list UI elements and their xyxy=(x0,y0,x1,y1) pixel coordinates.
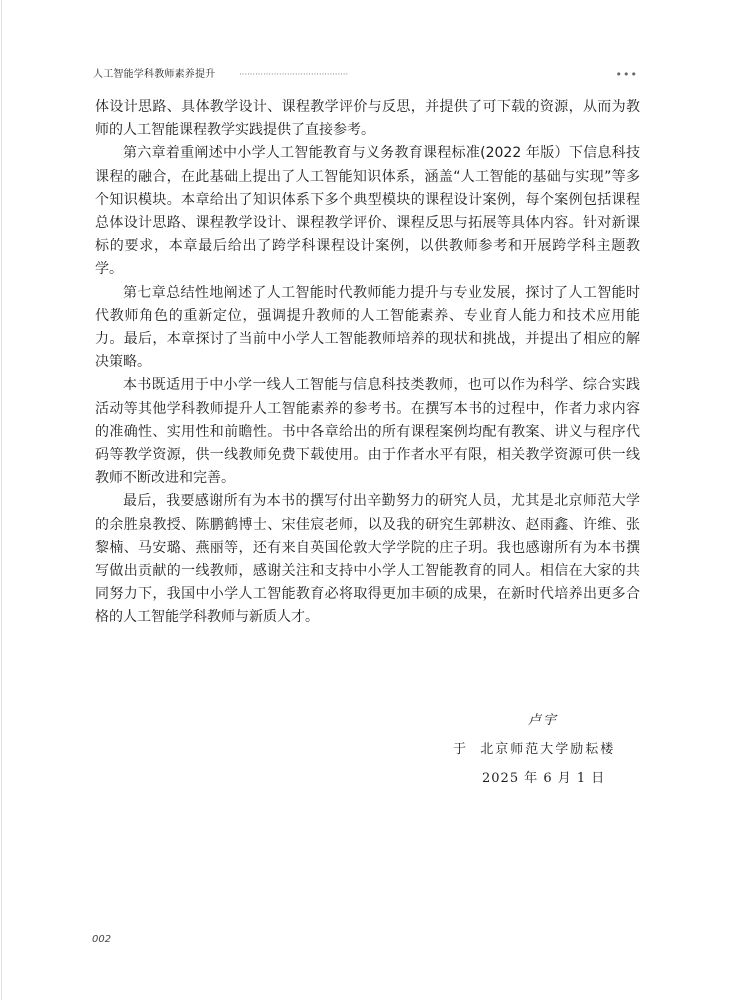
page-edge-rule xyxy=(1,0,2,1000)
paragraph-continuation: 体设计思路、具体教学设计、课程教学评价与反思，并提供了可下载的资源，从而为教师的人工智能课程教学实践提供了直接参考。 xyxy=(95,99,640,139)
paragraph-acknowledgements: 最后，我要感谢所有为本书的撰写付出辛勤努力的研究人员，尤其是北京师范大学的余胜泉教授、陈鹏鹤博士、宋佳宸老师，以及我的研究生郭耕汝、赵雨鑫、许维、张黎楠、马安璐、燕丽等，还有来自英国伦敦大学学院的庄子玥。我也感谢所有为本书撰写做出贡献的一线教师，感谢关注和支持中小学人工智能教育的同人。相信在大家的共同努力下，我国中小学人工智能教育必将取得更加丰硕的成果，在新时代培养出更多合格的人工智能学科教师与新质人才。 xyxy=(95,493,640,626)
signature-date: 2025 年 6 月 1 日 xyxy=(482,771,606,786)
more-options-icon[interactable]: ••• xyxy=(615,68,638,81)
paragraph-chapter-six: 第六章着重阐述中小学人工智能教育与义务教育课程标准(2022 年版）下信息科技课程的融合，在此基础上提出了人工智能知识体系，涵盖“人工智能的基础与实现”等多个知识模块。本章给出了知识体系下多个典型模块的课程设计案例，每个案例包括课程总体设计思路、课程教学设计、课程教学评价、课程反思与拓展等具体内容。针对新课标的要求，本章最后给出了跨学科课程设计案例，以供教师参考和开展跨学科主题教学。 xyxy=(95,145,640,278)
page-number: 002 xyxy=(92,934,112,945)
paragraph-chapter-seven: 第七章总结性地阐述了人工智能时代教师能力提升与专业发展，探讨了人工智能时代教师角色的重新定位，强调提升教师的人工智能素养、专业育人能力和技术应用能力。最后，本章探讨了当前中小学人工智能教师培养的现状和挑战，并提出了相应的解决策略。 xyxy=(95,284,640,371)
header-leader-dots: ········································· xyxy=(239,70,349,80)
running-header-title: 人工智能学科教师素养提升 xyxy=(93,69,216,80)
body-text xyxy=(95,96,640,630)
signature-place: 于 北京师范大学励耘楼 xyxy=(453,742,616,757)
paragraph-audience: 本书既适用于中小学一线人工智能与信息科技类教师，也可以作为科学、综合实践活动等其他学科教师提升人工智能素养的参考书。在撰写本书的过程中，作者力求内容的准确性、实用性和前瞻性。书中各章给出的所有课程案例均配有教案、讲义与程序代码等教学资源，供一线教师免费下载使用。由于作者水平有限，相关教学资源可供一线教师不断改进和完善。 xyxy=(95,377,640,487)
running-header xyxy=(93,68,638,82)
author-name: 卢宇 xyxy=(528,713,559,728)
